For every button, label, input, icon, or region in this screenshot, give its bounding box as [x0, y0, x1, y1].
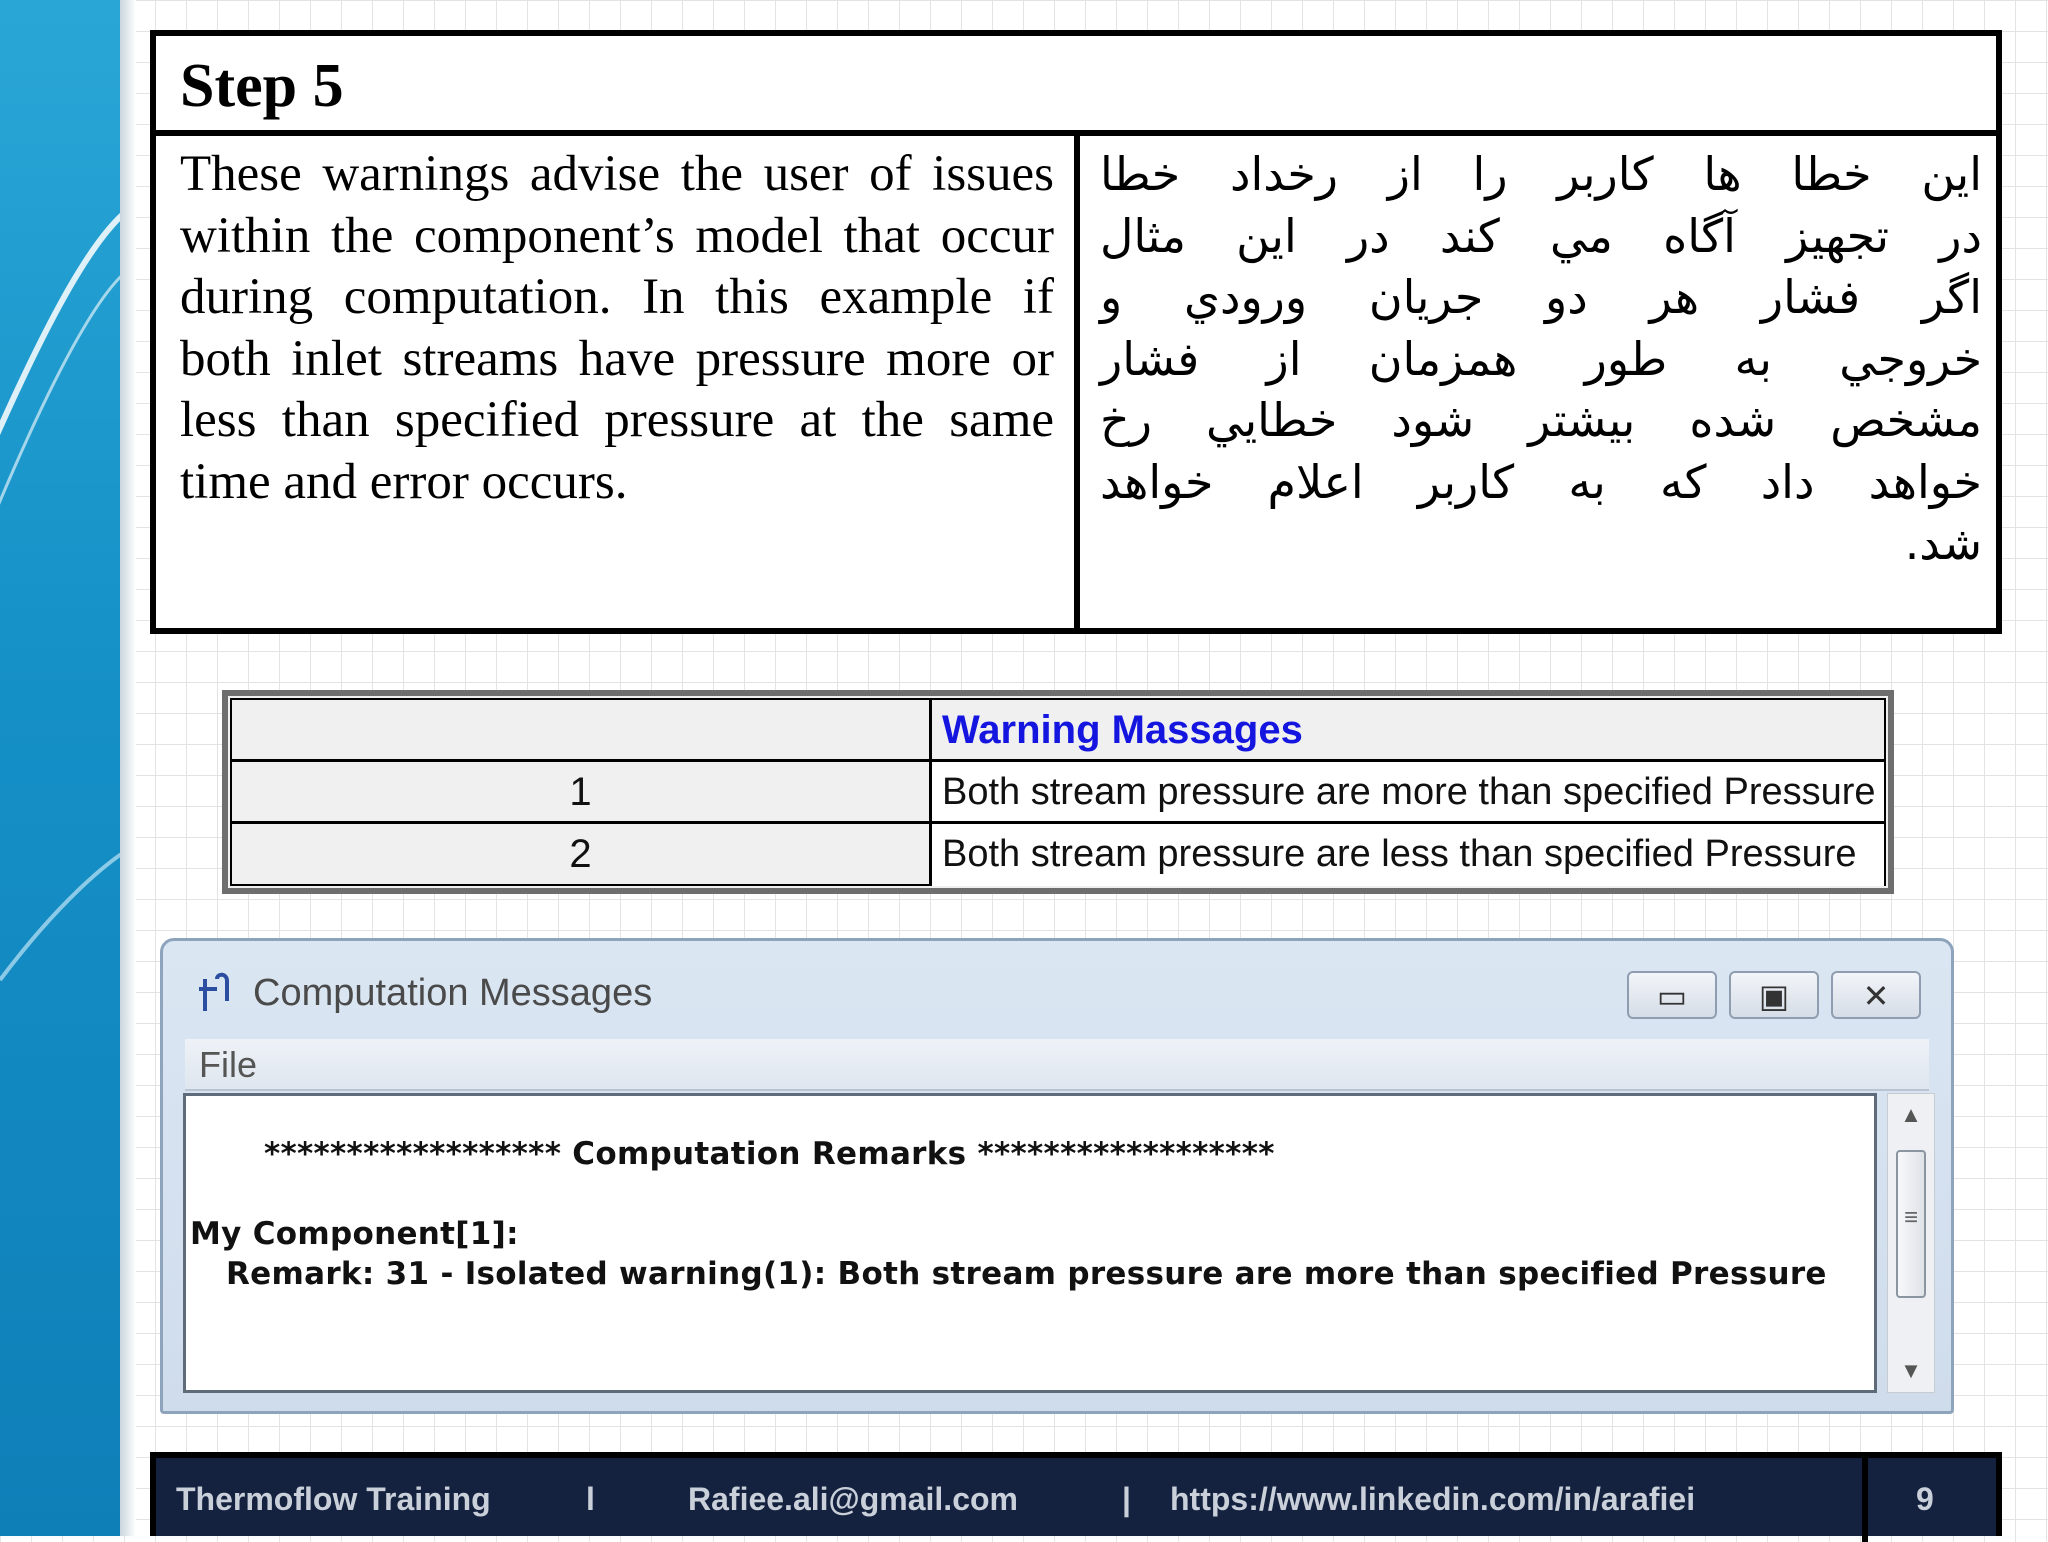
grid-header-empty-cell: [232, 700, 932, 759]
footer-separator: l: [586, 1481, 595, 1517]
scroll-down-icon[interactable]: ▼: [1900, 1358, 1922, 1383]
row-number: 1: [232, 762, 932, 821]
step-title: Step 5: [156, 36, 1996, 136]
close-button[interactable]: [1831, 971, 1921, 1019]
table-row[interactable]: [232, 824, 1884, 886]
row-number: 2: [232, 824, 932, 886]
vertical-scrollbar[interactable]: [1887, 1093, 1935, 1393]
scrollbar-thumb[interactable]: [1896, 1150, 1926, 1298]
row-message: Both stream pressure are more than specified Pressure: [932, 762, 1884, 821]
maximize-button[interactable]: [1729, 971, 1819, 1019]
footer: [150, 1452, 2002, 1536]
messages-text-area[interactable]: [183, 1093, 1877, 1393]
maximize-icon: ▣: [1758, 978, 1790, 1014]
close-icon: ✕: [1862, 978, 1890, 1014]
footer-divider: [1862, 1458, 1868, 1542]
row-message: Both stream pressure are less than specified Pressure: [932, 824, 1884, 886]
english-description: These warnings advise the user of issues within the component’s model that occur during computation. In this example if both inlet streams have pressure more or less than specified pressure at the same time and error occurs.: [156, 136, 1080, 628]
page-number: 9: [1916, 1481, 1934, 1517]
side-band-fade: [120, 0, 136, 1536]
footer-email[interactable]: Rafiee.ali@gmail.com: [688, 1481, 1018, 1517]
decorative-side-band: [0, 0, 128, 1536]
grip-icon: ≡: [1903, 1204, 1918, 1231]
remark-line: Remark: 31 - Isolated warning(1): Both stream pressure are more than specified Pressure: [226, 1256, 1827, 1292]
window-title: Computation Messages: [253, 972, 653, 1014]
computation-messages-window: [160, 938, 1954, 1414]
persian-description: این خطا ها کاربر را از رخداد خطا در تجهیز آگاه مي کند در این مثال اگر فشار هر دو جریان ورودي و خروجي به طور همزمان از فشار مشخص شده بیشتر شود خطایي رخ خواهد داد که به کاربر اعلام خواهد شد.: [1100, 147, 1982, 570]
decorative-curves: [0, 0, 128, 1536]
footer-separator: |: [1122, 1481, 1131, 1517]
minimize-icon: ▭: [1656, 978, 1688, 1014]
app-icon: [195, 971, 239, 1015]
grid-header-cell: Warning Massages: [932, 700, 1884, 759]
scroll-up-icon[interactable]: ▲: [1900, 1102, 1922, 1127]
menu-file[interactable]: File: [199, 1044, 258, 1085]
step-table: [150, 30, 2002, 634]
grid-header-row: [232, 700, 1884, 762]
footer-org: Thermoflow Training: [176, 1481, 491, 1517]
footer-url[interactable]: https://www.linkedin.com/in/arafiei: [1170, 1481, 1696, 1517]
remarks-header-line: ****************** Computation Remarks ******************: [264, 1136, 1275, 1172]
warning-messages-grid: [222, 690, 1894, 894]
component-line: My Component[1]:: [190, 1216, 519, 1252]
table-row[interactable]: [232, 762, 1884, 824]
menu-bar: [185, 1039, 1929, 1091]
minimize-button[interactable]: [1627, 971, 1717, 1019]
